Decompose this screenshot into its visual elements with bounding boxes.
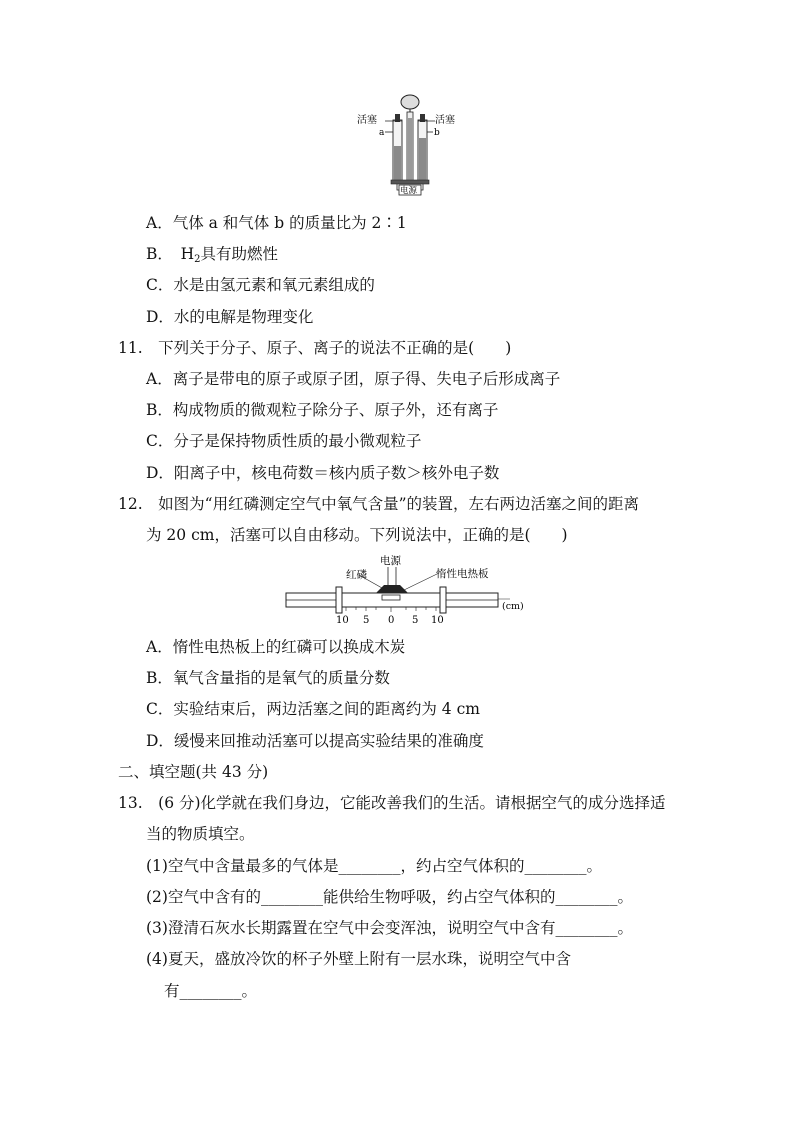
- q12-option-b: B．氧气含量指的是氧气的质量分数: [146, 669, 390, 687]
- label-power-source: 电源: [400, 186, 418, 196]
- label-left-valve: 活塞: [357, 115, 377, 126]
- q10-option-b: [146, 244, 278, 270]
- label-gas-a: a: [379, 128, 385, 138]
- label-heating-plate: 惰性电热板: [436, 568, 489, 580]
- q10-option-d: D．水的电解是物理变化: [146, 308, 314, 326]
- q11-option-d: D．阳离子中，核电荷数＝核内质子数＞核外电子数: [146, 464, 500, 482]
- label-gas-b: b: [434, 128, 440, 138]
- q12-option-a: A．惰性电热板上的红磷可以换成木炭: [146, 638, 406, 656]
- q13-item-2: (2)空气中含有的________能供给生物呼吸，约占空气体积的________。: [146, 888, 633, 906]
- q11-option-c: C．分子是保持物质性质的最小微观粒子: [146, 432, 422, 450]
- q12-option-c: C．实验结束后，两边活塞之间的距离约为 4 cm: [146, 700, 480, 718]
- electrolysis-apparatus-figure: [355, 92, 465, 196]
- q13-item-4-continuation: 有________。: [164, 982, 258, 1000]
- q10-option-b-subscript: 2: [194, 254, 201, 265]
- tick-label: 10: [431, 615, 444, 626]
- q11-stem: 11. 下列关于分子、原子、离子的说法不正确的是( ): [118, 339, 512, 357]
- q12-stem-line2: 为 20 cm，活塞可以自由移动。下列说法中，正确的是( ): [146, 526, 568, 544]
- piston-apparatus-figure: [284, 553, 534, 628]
- q13-item-1: (1)空气中含量最多的气体是________，约占空气体积的________。: [146, 857, 602, 875]
- q10-option-a: A．气体 a 和气体 b 的质量比为 2∶1: [146, 214, 407, 232]
- q11-option-b: B．构成物质的微观粒子除分子、原子外，还有离子: [146, 401, 499, 419]
- q13-stem-line1: 13. (6 分)化学就在我们身边，它能改善我们的生活。请根据空气的成分选择适: [118, 794, 666, 812]
- tick-label: 0: [388, 615, 395, 626]
- q11-option-a: A．离子是带电的原子或原子团，原子得、失电子后形成离子: [146, 370, 561, 388]
- section-title: 二、填空题(共 43 分): [118, 763, 269, 781]
- q10-option-b-prefix: B． H: [146, 245, 195, 263]
- q10-option-b-suffix: 具有助燃性: [200, 245, 279, 263]
- tick-label: 5: [412, 615, 419, 626]
- tick-label: 5: [363, 615, 370, 626]
- tick-label: 10: [336, 615, 349, 626]
- q13-item-3: (3)澄清石灰水长期露置在空气中会变浑浊，说明空气中含有________。: [146, 919, 633, 937]
- label-power-source-2: 电源: [380, 555, 401, 567]
- q12-stem-line1: 12. 如图为“用红磷测定空气中氧气含量”的装置，左右两边活塞之间的距离: [118, 495, 640, 513]
- label-right-valve: 活塞: [435, 115, 455, 126]
- label-unit: (cm): [502, 601, 524, 612]
- q13-stem-line2: 当的物质填空。: [146, 825, 255, 843]
- q10-option-c: C．水是由氢元素和氧元素组成的: [146, 276, 375, 294]
- label-red-phosphorus: 红磷: [346, 569, 367, 581]
- q12-option-d: D．缓慢来回推动活塞可以提高实验结果的准确度: [146, 732, 484, 750]
- q13-item-4: (4)夏天，盛放冷饮的杯子外壁上附有一层水珠，说明空气中含: [146, 950, 571, 968]
